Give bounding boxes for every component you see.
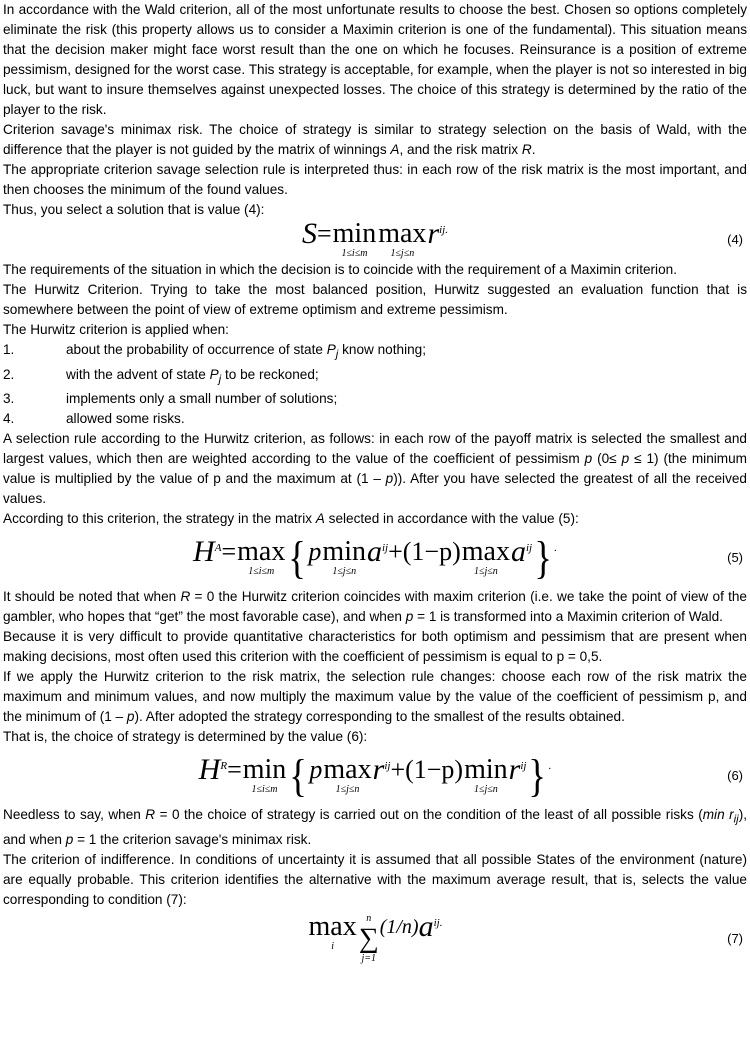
text: (0≤ bbox=[592, 451, 622, 467]
paragraph-select-4: Thus, you select a solution that is value (4): bbox=[3, 202, 265, 217]
paragraph-wald: In accordance with the Wald criterion, all of the most unfortunate results to choose the best. Chosen so options completely eliminate the risk (this property allows us to consider a Maximin criterion is one of the fundamental). This situation means that the decision maker might face worst result than the one on which he focuses. Reinsurance is a position of extreme pessimism, designed for the worst case. This strategy is acceptable, for example, when the player is not so interested in big luck, but want to insure themselves against unexpected losses. The choice of this strategy is determined by the ratio of the player to the risk. bbox=[3, 2, 747, 117]
eq6-min bbox=[243, 756, 287, 796]
paragraph-quantitative: Because it is very difficult to provide quantitative characteristics for both optimism and pessimism that are present when making decisions, most often used this criterion with the coefficient of pessimism is equal to p = 0,5. bbox=[3, 629, 747, 665]
var: R bbox=[180, 589, 191, 605]
eq5-min bbox=[322, 538, 366, 578]
text: = 0 the choice of strategy is carried out on the condition of the least of all possible risks ( bbox=[155, 807, 703, 823]
eq7-frac: (1/n) bbox=[379, 916, 419, 939]
paragraph-requirements: The requirements of the situation in which the decision is to coincide with the requirement of a Maximin criterion. bbox=[3, 262, 677, 277]
equation-4-body bbox=[301, 217, 448, 260]
eq6-lhs: H bbox=[198, 753, 221, 787]
list-number: 4. bbox=[3, 411, 15, 427]
equation-5 bbox=[3, 529, 747, 587]
text: know nothing; bbox=[338, 342, 426, 357]
eq5-max bbox=[237, 538, 285, 578]
text: = 0 the Hurwitz criterion coincides with maxim criterion (i.e. we take the point of view of the gambler, who hopes that “get” the most favorable case), and when bbox=[3, 589, 747, 625]
eq5-lhs: H bbox=[193, 535, 215, 569]
eq6-min2 bbox=[464, 756, 508, 796]
paragraph-select-5 bbox=[3, 509, 747, 529]
var: min r bbox=[702, 807, 734, 823]
op: max bbox=[323, 754, 372, 786]
eq6-var1: r bbox=[372, 753, 385, 787]
eq5-var1: a bbox=[366, 535, 382, 569]
eq7-max bbox=[309, 913, 357, 953]
var-sub: j bbox=[335, 348, 339, 361]
text: Needless to say, when bbox=[3, 807, 146, 823]
list-item bbox=[3, 365, 747, 390]
var: A bbox=[315, 511, 325, 527]
matrix-a: A bbox=[390, 142, 400, 157]
paragraph-savage-rule: The appropriate criterion savage selection rule is interpreted thus: in each row of the risk matrix is the most important, and then chooses the minimum of the found values. bbox=[3, 162, 747, 197]
eq4-var-sub: ij bbox=[439, 224, 446, 236]
eq7-var: a bbox=[418, 910, 434, 944]
op-sub: 1≤i≤m bbox=[341, 248, 368, 259]
eq6-end: . bbox=[548, 760, 552, 773]
op: min bbox=[242, 754, 287, 786]
eq4-lhs: S bbox=[301, 217, 317, 250]
left-brace: { bbox=[288, 532, 307, 584]
paragraph-indifference: The criterion of indifference. In conditions of uncertainty it is assumed that all possible States of the environment (nature) are equally probable. This criterion identifies the alternative with the maximum average result, that is, selects the value corresponding to condition (7): bbox=[3, 852, 747, 908]
var: p bbox=[584, 451, 593, 467]
eq6-lhs-sub: R bbox=[220, 760, 228, 773]
equation-7 bbox=[3, 910, 747, 968]
var: P bbox=[209, 366, 219, 382]
text: A selection rule according to the Hurwitz criterion, as follows: in each row of the payoff matrix is selected the smallest and largest values, which then are weighted according to the value of the coefficient of pessimism bbox=[3, 431, 747, 467]
eq5-plus: +(1−p) bbox=[388, 537, 461, 567]
paragraph-note bbox=[3, 587, 747, 627]
list-text: allowed some risks. bbox=[66, 411, 185, 427]
op-sub: 1≤i≤m bbox=[251, 784, 278, 796]
op-sub: 1≤i≤m bbox=[248, 566, 275, 578]
text: ≤ 1) (the minimum value is multiplied by the value of p and the maximum at (1 – bbox=[3, 451, 747, 487]
eq6-p: p bbox=[309, 755, 323, 785]
paragraph-hurwitz-applied: The Hurwitz criterion is applied when: bbox=[3, 322, 229, 337]
eq5-equals: = bbox=[221, 537, 237, 567]
list-number: 3. bbox=[3, 391, 15, 407]
equation-7-body bbox=[308, 910, 443, 965]
list-text: implements only a small number of solutions; bbox=[66, 391, 338, 407]
paragraph-selection-rule bbox=[3, 429, 747, 509]
equation-number-6: (6) bbox=[727, 768, 743, 784]
eq7-var-sub: ij bbox=[433, 917, 440, 930]
list-text bbox=[66, 365, 319, 390]
op: min bbox=[464, 754, 508, 786]
list-number: 2. bbox=[3, 366, 15, 382]
list-item bbox=[3, 409, 747, 429]
eq5-var2: a bbox=[510, 535, 526, 569]
eq5-max2 bbox=[462, 538, 510, 578]
conditions-list bbox=[3, 340, 747, 429]
sum-bottom: j=1 bbox=[361, 953, 376, 965]
matrix-r: R bbox=[521, 142, 532, 157]
eq5-end: . bbox=[554, 542, 557, 555]
text: Criterion savage's minimax risk. The choice of strategy is similar to strategy selection on the basis of Wald, with the difference that the player is not guided by the matrix of winnings bbox=[3, 122, 747, 157]
eq4-min bbox=[333, 220, 377, 260]
left-brace: { bbox=[289, 750, 308, 802]
eq6-plus: +(1−p) bbox=[390, 755, 464, 785]
list-item bbox=[3, 389, 747, 409]
equation-6-body bbox=[198, 750, 552, 802]
eq5-lhs-sub: A bbox=[214, 542, 222, 555]
op: min bbox=[322, 536, 366, 568]
sum-top: n bbox=[366, 913, 372, 925]
text: about the probability of occurrence of state bbox=[66, 342, 327, 357]
op-sub: 1≤j≤n bbox=[390, 248, 415, 259]
list-text bbox=[66, 340, 426, 365]
text: to be reckoned; bbox=[221, 366, 319, 382]
eq7-sum bbox=[359, 913, 379, 965]
text: )). After you have selected the greatest of all the received values. bbox=[3, 471, 747, 507]
paragraph-needless bbox=[3, 805, 747, 850]
paragraph-risk-matrix bbox=[3, 667, 747, 727]
op: min bbox=[332, 218, 377, 249]
equation-number-4: (4) bbox=[727, 232, 743, 247]
paragraph-select-6: That is, the choice of strategy is determined by the value (6): bbox=[3, 729, 368, 745]
op-sub: i bbox=[331, 941, 335, 953]
var: P bbox=[326, 342, 336, 357]
equation-4 bbox=[3, 217, 747, 260]
text: ). After adopted the strategy corresponding to the smallest of the results obtained. bbox=[134, 709, 625, 725]
equation-6 bbox=[3, 747, 747, 805]
text: = 1 is transformed into a Maximin criterion of Wald. bbox=[413, 609, 723, 625]
text: = 1 the criterion savage's minimax risk. bbox=[73, 832, 312, 848]
eq6-max bbox=[323, 756, 371, 796]
op-sub: 1≤j≤n bbox=[332, 566, 357, 578]
eq5-var1-sub: ij bbox=[381, 542, 389, 555]
text: . bbox=[531, 142, 536, 157]
op-sub: 1≤j≤n bbox=[473, 784, 498, 796]
text: If we apply the Hurwitz criterion to the risk matrix, the selection rule changes: choose each row of the risk matrix the maximum and minimum values, and now multiply the maximum value by the value of the coefficient of pessimism p, and the minimum of (1 – bbox=[3, 669, 747, 725]
op: max bbox=[237, 536, 286, 568]
eq6-var2: r bbox=[508, 753, 521, 787]
text: According to this criterion, the strategy in the matrix bbox=[3, 511, 316, 527]
eq4-equals: = bbox=[316, 219, 332, 248]
equation-number-7: (7) bbox=[727, 931, 743, 947]
right-brace: } bbox=[528, 750, 547, 802]
equation-number-5: (5) bbox=[727, 550, 743, 566]
text: ), and when bbox=[3, 807, 747, 848]
equation-5-body bbox=[193, 532, 557, 584]
eq4-var: r bbox=[427, 217, 440, 250]
eq5-p: p bbox=[308, 537, 322, 567]
paragraph-hurwitz: The Hurwitz Criterion. Trying to take the most balanced position, Hurwitz suggested an evaluation function that is somewhere between the point of view of extreme optimism and extreme pessimism. bbox=[3, 282, 747, 317]
right-brace: } bbox=[534, 532, 552, 584]
op: max bbox=[308, 911, 357, 943]
var: p bbox=[405, 609, 414, 625]
eq4-max bbox=[378, 220, 426, 260]
var: R bbox=[145, 807, 156, 823]
op-sub: 1≤j≤n bbox=[473, 566, 498, 578]
eq5-var2-sub: ij bbox=[525, 542, 533, 555]
text: It should be noted that when bbox=[3, 589, 181, 605]
list-number: 1. bbox=[3, 342, 15, 357]
list-item bbox=[3, 340, 747, 365]
text: selected in accordance with the value (5): bbox=[324, 511, 579, 527]
paragraph-savage bbox=[3, 120, 747, 160]
eq7-end: . bbox=[439, 917, 443, 930]
var: p bbox=[65, 832, 74, 848]
op-sub: 1≤j≤n bbox=[335, 784, 360, 796]
var: p bbox=[126, 709, 135, 725]
var-sub: ij bbox=[733, 814, 739, 827]
text: , and the risk matrix bbox=[399, 142, 522, 157]
var: p bbox=[621, 451, 630, 467]
var-sub: j bbox=[218, 373, 222, 386]
eq4-end: . bbox=[445, 224, 448, 236]
eq6-var2-sub: ij bbox=[520, 760, 527, 773]
sum-sign: ∑ bbox=[358, 923, 379, 955]
var: p bbox=[385, 471, 394, 487]
op: max bbox=[378, 218, 427, 249]
eq6-equals: = bbox=[227, 755, 242, 785]
op: max bbox=[461, 536, 510, 568]
text: with the advent of state bbox=[66, 366, 210, 382]
eq6-var1-sub: ij bbox=[384, 760, 391, 773]
